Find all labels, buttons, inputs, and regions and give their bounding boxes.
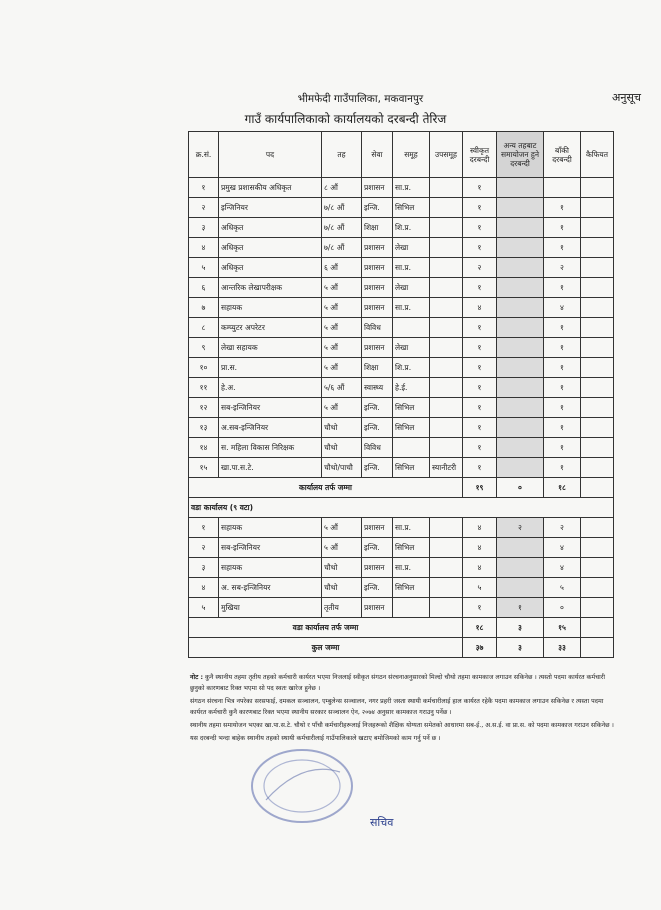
cell-service: प्रशासन xyxy=(362,178,393,198)
office-row xyxy=(189,458,614,478)
cell-adjusted xyxy=(497,358,544,378)
cell-level: चौथो xyxy=(322,578,362,598)
cell-sn: ११ xyxy=(189,378,219,398)
cell-remarks xyxy=(581,598,614,618)
cell-adjusted xyxy=(497,538,544,558)
cell-adjusted: १ xyxy=(497,598,544,618)
cell-sn: १ xyxy=(189,178,219,198)
cell-remaining: ४ xyxy=(544,298,581,318)
cell-approved: १ xyxy=(463,458,497,478)
cell-remaining: १ xyxy=(544,338,581,358)
col-header-remarks: कैफियत xyxy=(581,132,614,178)
cell-subgroup xyxy=(430,298,463,318)
cell-group: सा.प्र. xyxy=(393,298,430,318)
total-remarks xyxy=(581,638,614,658)
total-label: कार्यालय तर्फ जम्मा xyxy=(189,478,463,498)
total-adjusted: ० xyxy=(497,478,544,498)
cell-remarks xyxy=(581,398,614,418)
cell-service: विविध xyxy=(362,318,393,338)
cell-sn: २ xyxy=(189,198,219,218)
cell-subgroup xyxy=(430,178,463,198)
cell-post: अधिकृत xyxy=(219,238,322,258)
cell-level: ५/६ औं xyxy=(322,378,362,398)
cell-service: इन्जि. xyxy=(362,198,393,218)
cell-level: चौथो xyxy=(322,558,362,578)
staffing-table xyxy=(188,131,614,658)
cell-service: प्रशासन xyxy=(362,338,393,358)
cell-post: अ.सब-इन्जिनियर xyxy=(219,418,322,438)
cell-approved: १ xyxy=(463,378,497,398)
cell-approved: ४ xyxy=(463,298,497,318)
ward-section-label: वडा कार्यालय (९ वटा) xyxy=(189,498,614,518)
ward-row xyxy=(189,518,614,538)
ward-row xyxy=(189,558,614,578)
col-header-level: तह xyxy=(322,132,362,178)
cell-group xyxy=(393,438,430,458)
cell-service: प्रशासन xyxy=(362,558,393,578)
cell-level: ६ औं xyxy=(322,258,362,278)
cell-service: प्रशासन xyxy=(362,518,393,538)
cell-remaining: १ xyxy=(544,438,581,458)
cell-level: ७/८ औं xyxy=(322,238,362,258)
cell-subgroup: स्यानीटरी xyxy=(430,458,463,478)
cell-remarks xyxy=(581,458,614,478)
col-header-approved: स्वीकृत दरबन्दी xyxy=(463,132,497,178)
cell-remarks xyxy=(581,538,614,558)
cell-approved: ४ xyxy=(463,538,497,558)
office-row xyxy=(189,418,614,438)
col-header-remaining: बाँकी दरबन्दी xyxy=(544,132,581,178)
ward-row xyxy=(189,538,614,558)
cell-remaining: १ xyxy=(544,398,581,418)
cell-approved: २ xyxy=(463,258,497,278)
cell-sn: १३ xyxy=(189,418,219,438)
cell-adjusted xyxy=(497,398,544,418)
cell-remarks xyxy=(581,178,614,198)
cell-sn: २ xyxy=(189,538,219,558)
cell-approved: ५ xyxy=(463,578,497,598)
cell-level: चौथो xyxy=(322,418,362,438)
cell-group xyxy=(393,598,430,618)
total-approved: १९ xyxy=(463,478,497,498)
cell-sn: १२ xyxy=(189,398,219,418)
cell-approved: १ xyxy=(463,418,497,438)
cell-subgroup xyxy=(430,578,463,598)
cell-post: प्रा.स. xyxy=(219,358,322,378)
office-seal xyxy=(236,740,368,832)
office-total-row xyxy=(189,478,614,498)
cell-adjusted xyxy=(497,258,544,278)
corner-label: अनुसूच xyxy=(612,91,641,104)
cell-level: ५ औं xyxy=(322,298,362,318)
cell-sn: १४ xyxy=(189,438,219,458)
cell-level: ५ औं xyxy=(322,538,362,558)
cell-service: इन्जि. xyxy=(362,418,393,438)
ward-row xyxy=(189,598,614,618)
cell-group: सा.प्र. xyxy=(393,558,430,578)
total-adjusted: ३ xyxy=(497,618,544,638)
cell-approved: १ xyxy=(463,178,497,198)
cell-level: ५ औं xyxy=(322,278,362,298)
cell-group: सिभिल xyxy=(393,198,430,218)
cell-post: कम्प्युटर अपरेटर xyxy=(219,318,322,338)
office-row xyxy=(189,258,614,278)
cell-post: स. महिला विकास निरिक्षक xyxy=(219,438,322,458)
cell-post: सब-इन्जिनियर xyxy=(219,398,322,418)
cell-group: सिभिल xyxy=(393,458,430,478)
cell-sn: ३ xyxy=(189,218,219,238)
cell-approved: १ xyxy=(463,438,497,458)
cell-level: ७/८ औं xyxy=(322,198,362,218)
cell-group: शि.प्र. xyxy=(393,358,430,378)
cell-remaining: २ xyxy=(544,258,581,278)
cell-adjusted xyxy=(497,238,544,258)
cell-sn: ३ xyxy=(189,558,219,578)
cell-adjusted xyxy=(497,458,544,478)
cell-remarks xyxy=(581,438,614,458)
cell-subgroup xyxy=(430,278,463,298)
cell-adjusted xyxy=(497,338,544,358)
cell-sn: ७ xyxy=(189,298,219,318)
cell-remaining: १ xyxy=(544,318,581,338)
cell-post: सहायक xyxy=(219,298,322,318)
office-row xyxy=(189,298,614,318)
cell-remarks xyxy=(581,378,614,398)
cell-adjusted xyxy=(497,178,544,198)
cell-remaining: १ xyxy=(544,238,581,258)
cell-adjusted: २ xyxy=(497,518,544,538)
cell-sn: १० xyxy=(189,358,219,378)
cell-post: खा.पा.स.टे. xyxy=(219,458,322,478)
cell-service: शिक्षा xyxy=(362,358,393,378)
cell-subgroup xyxy=(430,598,463,618)
cell-group: सिभिल xyxy=(393,398,430,418)
cell-sn: १५ xyxy=(189,458,219,478)
cell-remarks xyxy=(581,198,614,218)
col-header-subgroup: उपसमूह xyxy=(430,132,463,178)
cell-group: शि.प्र. xyxy=(393,218,430,238)
cell-service: प्रशासन xyxy=(362,258,393,278)
office-row xyxy=(189,358,614,378)
cell-remaining: ४ xyxy=(544,538,581,558)
cell-remarks xyxy=(581,318,614,338)
cell-remarks xyxy=(581,338,614,358)
note-label: नोट : xyxy=(190,674,204,681)
total-remarks xyxy=(581,478,614,498)
cell-approved: १ xyxy=(463,318,497,338)
cell-approved: १ xyxy=(463,598,497,618)
cell-service: इन्जि. xyxy=(362,398,393,418)
cell-post: लेखा सहायक xyxy=(219,338,322,358)
signature-secretary: सचिव xyxy=(370,816,394,829)
office-row xyxy=(189,338,614,358)
total-approved: १८ xyxy=(463,618,497,638)
cell-subgroup xyxy=(430,198,463,218)
note-3: स्थानीय तहमा समायोजन भएका खा.पा.स.टे. चौथो र पाँचौ कर्मचारीहरूलाई निजहरूको शैक्षिक योग्यता समेतको आधारमा सब-ई., अ.स.ई. वा प्रा.स. को पदमा कामकाज गराउन सकिनेछ । xyxy=(190,722,614,729)
cell-group: सिभिल xyxy=(393,418,430,438)
cell-sn: ६ xyxy=(189,278,219,298)
cell-remarks xyxy=(581,518,614,538)
total-adjusted: ३ xyxy=(497,638,544,658)
cell-service: प्रशासन xyxy=(362,298,393,318)
col-header-sn: क्र.सं. xyxy=(189,132,219,178)
office-row xyxy=(189,218,614,238)
cell-remarks xyxy=(581,358,614,378)
cell-level: ७/८ औं xyxy=(322,218,362,238)
cell-sn: ५ xyxy=(189,258,219,278)
cell-adjusted xyxy=(497,378,544,398)
office-row xyxy=(189,278,614,298)
cell-subgroup xyxy=(430,438,463,458)
cell-remarks xyxy=(581,578,614,598)
cell-group: सा.प्र. xyxy=(393,178,430,198)
total-remaining: १८ xyxy=(544,478,581,498)
cell-group: सिभिल xyxy=(393,578,430,598)
cell-approved: १ xyxy=(463,398,497,418)
cell-remaining: १ xyxy=(544,278,581,298)
cell-remarks xyxy=(581,278,614,298)
cell-subgroup xyxy=(430,338,463,358)
cell-remaining: १ xyxy=(544,418,581,438)
cell-service: इन्जि. xyxy=(362,538,393,558)
document-title: गाउँ कार्यपालिकाको कार्यालयको दरबन्दी तेरिज xyxy=(244,112,447,126)
cell-group: लेखा xyxy=(393,238,430,258)
cell-service: प्रशासन xyxy=(362,278,393,298)
cell-subgroup xyxy=(430,238,463,258)
office-row xyxy=(189,178,614,198)
cell-level: तृतीय xyxy=(322,598,362,618)
col-header-service: सेवा xyxy=(362,132,393,178)
cell-approved: १ xyxy=(463,358,497,378)
cell-sn: ८ xyxy=(189,318,219,338)
cell-subgroup xyxy=(430,558,463,578)
cell-adjusted xyxy=(497,318,544,338)
total-label: वडा कार्यालय तर्फ जम्मा xyxy=(189,618,463,638)
office-row xyxy=(189,438,614,458)
total-remarks xyxy=(581,618,614,638)
cell-group: लेखा xyxy=(393,338,430,358)
total-approved: ३७ xyxy=(463,638,497,658)
cell-adjusted xyxy=(497,218,544,238)
note-4: यस दरबन्दी भन्दा बाहेक स्थानीय तहको स्थायी कर्मचारीलाई गाउँपालिकाले खटाए बमोजिमको काम गर्नु पर्ने छ । xyxy=(190,735,441,742)
ward-section-row xyxy=(189,498,614,518)
cell-post: सहायक xyxy=(219,518,322,538)
cell-adjusted xyxy=(497,198,544,218)
cell-adjusted xyxy=(497,418,544,438)
cell-group: हे.ई. xyxy=(393,378,430,398)
cell-approved: १ xyxy=(463,198,497,218)
total-remaining: ३३ xyxy=(544,638,581,658)
total-label: कुल जम्मा xyxy=(189,638,463,658)
cell-post: प्रमुख प्रशासकीय अधिकृत xyxy=(219,178,322,198)
cell-remaining: ४ xyxy=(544,558,581,578)
cell-service: शिक्षा xyxy=(362,218,393,238)
cell-remaining: ५ xyxy=(544,578,581,598)
col-header-post: पद xyxy=(219,132,322,178)
notes-block xyxy=(190,672,620,746)
table-header-row xyxy=(189,132,614,178)
cell-remarks xyxy=(581,558,614,578)
note-1: नोट : कुनै स्थानीय तहमा तृतीय तहको कर्मचारी कार्यरत भएमा निजलाई स्वीकृत संगठन संरचनाअनुसारको मिल्दो चौथो तहमा कामकाज लगाउन सकिनेछ । त्यस्तो पदमा कार्यरत कर्मचारी छुनुको कारणबाट रिक्त भएमा सो पद स्वतः खारेज हुनेछ । xyxy=(190,674,605,692)
cell-subgroup xyxy=(430,258,463,278)
office-row xyxy=(189,318,614,338)
cell-approved: १ xyxy=(463,238,497,258)
cell-subgroup xyxy=(430,218,463,238)
cell-group xyxy=(393,318,430,338)
cell-post: आन्तरिक लेखापरीक्षक xyxy=(219,278,322,298)
cell-group: सा.प्र. xyxy=(393,258,430,278)
cell-remarks xyxy=(581,218,614,238)
cell-post: मुखिया xyxy=(219,598,322,618)
cell-remarks xyxy=(581,418,614,438)
cell-remaining: १ xyxy=(544,358,581,378)
cell-remaining xyxy=(544,178,581,198)
cell-remaining: १ xyxy=(544,458,581,478)
cell-post: सहायक xyxy=(219,558,322,578)
cell-level: ५ औं xyxy=(322,318,362,338)
cell-service: प्रशासन xyxy=(362,238,393,258)
cell-service: इन्जि. xyxy=(362,458,393,478)
office-row xyxy=(189,378,614,398)
office-row xyxy=(189,238,614,258)
cell-remarks xyxy=(581,258,614,278)
office-row xyxy=(189,398,614,418)
cell-sn: १ xyxy=(189,518,219,538)
cell-level: ५ औं xyxy=(322,398,362,418)
cell-group: सिभिल xyxy=(393,538,430,558)
cell-adjusted xyxy=(497,278,544,298)
col-header-adjusted: अन्य तहबाट समायोजन हुने दरबन्दी xyxy=(497,132,544,178)
cell-post: अधिकृत xyxy=(219,218,322,238)
cell-post: अधिकृत xyxy=(219,258,322,278)
cell-subgroup xyxy=(430,418,463,438)
cell-level: ५ औं xyxy=(322,358,362,378)
cell-subgroup xyxy=(430,378,463,398)
cell-approved: १ xyxy=(463,278,497,298)
cell-service: स्वास्थ्य xyxy=(362,378,393,398)
cell-approved: ४ xyxy=(463,518,497,538)
cell-approved: ४ xyxy=(463,558,497,578)
cell-subgroup xyxy=(430,318,463,338)
cell-subgroup xyxy=(430,398,463,418)
cell-sn: ९ xyxy=(189,338,219,358)
cell-group: सा.प्र. xyxy=(393,518,430,538)
cell-adjusted xyxy=(497,298,544,318)
cell-remarks xyxy=(581,238,614,258)
cell-adjusted xyxy=(497,558,544,578)
total-remaining: १५ xyxy=(544,618,581,638)
cell-sn: ४ xyxy=(189,238,219,258)
cell-sn: ४ xyxy=(189,578,219,598)
office-header: भीमफेदी गाउँपालिका, मकवानपुर xyxy=(297,93,424,105)
cell-post: अ. सब-इन्जिनियर xyxy=(219,578,322,598)
cell-remaining: ० xyxy=(544,598,581,618)
cell-service: विविध xyxy=(362,438,393,458)
cell-level: ५ औं xyxy=(322,518,362,538)
grand-total-row xyxy=(189,638,614,658)
cell-approved: १ xyxy=(463,218,497,238)
cell-sn: ५ xyxy=(189,598,219,618)
cell-remaining: २ xyxy=(544,518,581,538)
cell-remaining: १ xyxy=(544,198,581,218)
cell-service: इन्जि. xyxy=(362,578,393,598)
cell-remaining: १ xyxy=(544,218,581,238)
col-header-group: समूह xyxy=(393,132,430,178)
cell-level: चौथो/पाचौ xyxy=(322,458,362,478)
note-2: संगठन संरचना भित्र नपरेका सरसफाई, दमकल सञ्चालन, एम्बुलेन्स सञ्चालन, नगर प्रहरी जस्ता स्थायी कर्मचारीलाई हाल कार्यरत रहेकै पदमा कामकाज लगाउन सकिनेछ र त्यस्ता पदमा कार्यरत कर्मचारी कुनै कारणबाट रिक्त भएमा स्थानीय सरकार सञ्चालन ऐन, २०७४ अनुसार कामकाज गराउनु पर्नेछ । xyxy=(190,698,604,716)
cell-adjusted xyxy=(497,438,544,458)
ward-total-row xyxy=(189,618,614,638)
ward-row xyxy=(189,578,614,598)
cell-level: चौथो xyxy=(322,438,362,458)
cell-subgroup xyxy=(430,358,463,378)
cell-service: प्रशासन xyxy=(362,598,393,618)
cell-adjusted xyxy=(497,578,544,598)
cell-remaining: १ xyxy=(544,378,581,398)
cell-level: ८ औं xyxy=(322,178,362,198)
office-row xyxy=(189,198,614,218)
cell-remarks xyxy=(581,298,614,318)
cell-level: ५ औं xyxy=(322,338,362,358)
cell-post: हे.अ. xyxy=(219,378,322,398)
cell-approved: १ xyxy=(463,338,497,358)
cell-subgroup xyxy=(430,538,463,558)
cell-subgroup xyxy=(430,518,463,538)
cell-post: सब-इन्जिनियर xyxy=(219,538,322,558)
cell-group: लेखा xyxy=(393,278,430,298)
cell-post: इन्जिनियर xyxy=(219,198,322,218)
